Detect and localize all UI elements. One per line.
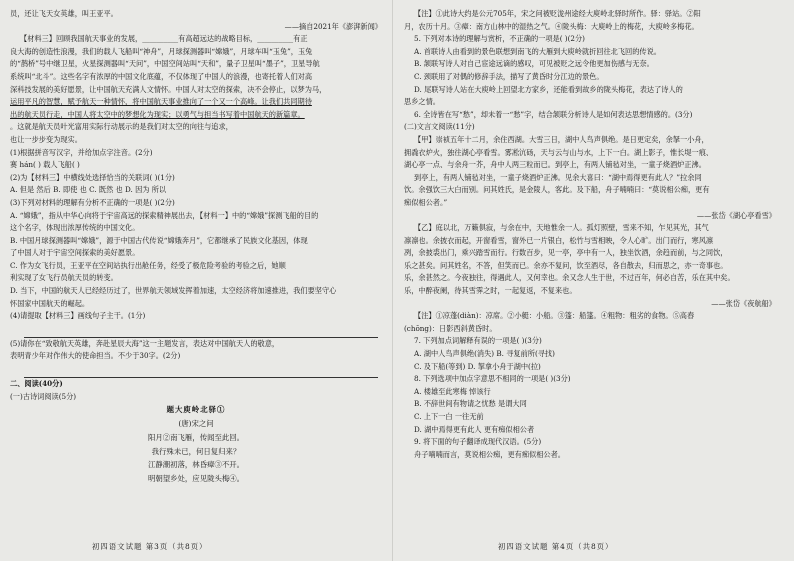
text-line: 8. 下列选项中加点字意思不相同的一项是( )(3分) (414, 374, 571, 384)
text-line: (5)请你在“致敬航天英雄，奔赴星辰大海”这一主题发言，表达对中国航天人的敬意， (10, 338, 280, 348)
text-line: 舟子喃喃而言，莫说相公痴，更有痴似相公者。 (414, 449, 565, 459)
text-line: 深科技发展的美好愿景，让中国航天充满人文情怀。中国人对太空的探索，决不会停止，以梦为马， (10, 84, 327, 94)
poem-title: 题大庾岭北驿① (166, 405, 226, 415)
text-line: 【甲】崇祯五年十二月，余住西湖。大雪三日，湖中人鸟声俱绝。是日更定矣，余拏一小舟， (414, 134, 709, 144)
text-line: 员，还让飞天女英雄，叫王亚平。 (10, 9, 118, 18)
text-line: 乐之甚矣。问其姓名，不答，但笑而已。余亦不复问，饮至酒尽，各自散去，归而思之，亦一奇事也。 (404, 260, 728, 270)
page-3-footer: 初四语文试题 第3页（共8页） (92, 542, 208, 551)
text-line: 表明青少年对作伟大的使命担当。不少于30字。(2分) (10, 351, 181, 361)
text-line: A. 湖中人鸟声俱绝(消失) B. 寻复前所(寻找) (414, 349, 555, 359)
text-line: D. 尾联写诗人站在大庾岭上回望北方家乡，还能看到故乡的陇头梅花，表达了诗人的 (414, 84, 683, 94)
text-line: 了中国人对于宇宙空间探索的美好愿景。 (10, 248, 140, 258)
page-3-text-upper (10, 8, 382, 403)
text-line: A. 楼雄至此寒梅 悼该行 (414, 386, 491, 396)
text-line: 9. 将下面的句子翻译成现代汉语。(5分) (414, 437, 542, 447)
answer-blank[interactable] (24, 328, 378, 338)
text-line: 运用平凡的智慧，赋予航天一种情怀，将中国航天事业推向了一个又一个高峰。让我们共同期待 (10, 97, 312, 107)
text-line: 到亭上，有两人铺毡对坐，一童子烧酒炉正沸。见余大喜曰：“湖中焉得更有此人？”拉余同 (414, 172, 702, 182)
text-line: 湖心亭一点、与余舟一芥，舟中人两三粒而已。到亭上，有两人铺毡对坐，一童子烧酒炉正沸。 (404, 160, 706, 170)
text-line: (chōng)：日影西斜黄昏时。 (404, 323, 497, 333)
text-line: 冽，余披裘出门，乘兴踏雪而行。行数百步，见一亭，亭中有一人，独坐饮酒，余趋而前，与之同饮， (404, 248, 728, 258)
text-line: 乐，余甚然之。今夜独往，得遇此人，又何幸也。余又念人生于世，不过百年，何必自苦，乐在其中矣。 (404, 273, 735, 283)
text-line: 这个名字，体现出浓厚传统的中国文化。 (10, 223, 140, 233)
text-line: 6. 全诗皆在写“愁”，却未着一“愁”字，结合颔联分析诗人是如何表达思想情感的。(3分) (414, 109, 693, 119)
text-line: 系统叫“北斗”。这些名字有浓厚的中国文化底蕴，不仅体现了中国人的浪漫，也寄托着人们对高 (10, 71, 313, 81)
text-line: B. 中国月球探测器叫“嫦娥”，源于中国古代传说“嫦娥奔月”，它都继承了民族文化基因，体现 (10, 235, 308, 245)
page-3 (10, 8, 382, 486)
text-line: C. 颈联用了对偶的修辞手法，描写了黄昏时分江边的景色。 (414, 71, 604, 81)
text-line: 利实现了女飞行员航天员的转变。 (10, 273, 118, 283)
text-line: 7. 下列加点词解释有误的一项是( )(3分) (414, 336, 542, 346)
text-line: (4)请提取【材料三】画线句子主干。(1分) (10, 311, 146, 321)
text-line: (一)古诗词阅读(5分) (10, 391, 77, 401)
poem-line: 明朝望乡处，应见陇头梅④。 (147, 474, 245, 484)
text-line: 【材料三】回顾我国航天事业的发展，__________有高超远达的战略目标，__________有正 (20, 34, 308, 44)
page-4 (404, 8, 776, 461)
text-line: B. 颔联写诗人对自己宦途远谪的感叹，可见被贬之远令他更加伤感与无奈。 (414, 59, 654, 69)
answer-blank[interactable] (24, 368, 378, 378)
text-line: 。这就是航天员叶光富用实际行动展示的是我们对太空的向往与追求， (10, 122, 233, 132)
section-heading: 二、阅读(40分) (10, 379, 63, 389)
text-line: D. 湖中焉得更有此人 更有痴似相公者 (414, 424, 535, 434)
text-line: 拥毳衣炉火，独往湖心亭看雪。雾凇沆砀，天与云与山与水，上下一白。湖上影子，惟长堤一痕、 (404, 147, 714, 157)
text-line: (2)为【材料三】中横线处选择恰当的关联词( )(1分) (10, 172, 175, 182)
text-line: C. 上下一白 一往无前 (414, 412, 484, 421)
text-line: B. 不辞世间有物请之忧愁 是谓大同 (414, 399, 527, 409)
source-citation: ——张岱《夜航船》 (711, 298, 776, 308)
text-line: 【注】①此诗大约是公元705年，宋之问被贬泷州途经大庾岭北驿时所作。驿：驿站。②阳 (414, 9, 701, 18)
poem-author: (唐)宋之问 (178, 419, 214, 429)
page-fold (392, 0, 393, 561)
poem-line: 我行殊未已，何日复归来？ (151, 446, 241, 456)
text-line: (3)下列对材料的理解有分析不正确的一项是( )(2分) (10, 197, 175, 207)
text-line: 月，农历十月。③瘴：南方山林中的湿热之气。④陇头梅：大庾岭上的梅花，大庾岭多梅花。 (404, 21, 699, 31)
source-citation: ——张岱《湖心亭看雪》 (696, 210, 776, 220)
poem-block (10, 403, 382, 486)
source-citation: ——摘自2021年《澎湃新闻》 (284, 21, 382, 31)
text-line: (二)文言文阅读(11分) (404, 122, 475, 132)
page-4-footer: 初四语文试题 第4页（共8页） (498, 542, 614, 551)
text-line: 痴似相公者。” (404, 197, 448, 207)
text-line: 也让一步步变为现实。 (10, 134, 82, 144)
text-line: 赛 hán( ) 载人飞船( ) (10, 160, 80, 170)
text-line: C. 及下船(等到) D. 挐拿小舟于湖中(拉) (414, 361, 541, 371)
text-line: 的“鹊桥”号中继卫星，火星探测器叫“天问”，中国空间站叫“天和”，量子卫星叫“墨子”，卫星导航 (10, 59, 320, 69)
text-line: C. 作为女飞行员，王亚平在空间站执行出舱任务，经受了极危险考验的考验之后，她顺 (10, 260, 286, 270)
text-line: A. 但是 然后 B. 即使 也 C. 既然 也 D. 因为 所以 (10, 185, 167, 195)
text-line: 出的航天员行走，中国人将太空中的梦想化为现实；以勇气与担当书写着中国航天的新篇章。 (10, 109, 305, 119)
text-line: 凛凛也。余披衣而起，开窗看雪，窗外已一片银白，松竹与雪相映，令人心旷。出门而行，寒风凛 (404, 235, 714, 245)
text-line: A. “嫦娥”，指从中华心向将于宇宙高远的探索精神展出去，【材料一】中的“嫦娥”探测飞船的目的 (10, 210, 319, 220)
text-line: A. 首联诗人由看到的景色联想到南飞的大雁到大庾岭就折回往北飞回的传说。 (414, 46, 661, 56)
text-line: (1)根据拼音写汉字，并给加点字注音。(2分) (10, 147, 153, 157)
text-line: 良大海的创造性浪漫，我们的载人飞船叫“神舟”，月球探测器叫“嫦娥”，月球车叫“玉兔”，玉兔 (10, 46, 313, 56)
text-line: 思乡之情。 (404, 97, 440, 107)
text-line: 【乙】庭以北，万籁俱寂，与余在中，天地惟余一人。孤灯照壁，雪来不知，乍见其光，其气 (414, 223, 709, 233)
text-line: D. 当下，中国的航天人已经经历过了，世界航天领域发挥着加速，太空经济将加速推进，我们要坚守心 (10, 286, 337, 296)
text-line: 【注】①凉蓬(diàn)：凉席。②小艇：小船。③篷：船篷。④粗物：粗劣的食物。⑤高舂 (414, 311, 695, 321)
page-4-text (404, 8, 776, 461)
poem-line: 阳月②南飞雁，传闻至此回。 (147, 432, 245, 442)
poem-line: 江静潮初落，林昏瘴③不开。 (147, 460, 245, 470)
text-line: 5. 下列对本诗的理解与赏析，不正确的一项是( )(2分) (414, 34, 585, 44)
text-line: 怀国家中国航天的崛起。 (10, 298, 90, 308)
text-line: 乐，中醉夜阑，待其雪霁之时，一起复返，不复来也。 (404, 286, 577, 296)
text-line: 饮。余强饮三大白而别。问其姓氏，是金陵人，客此。及下船，舟子喃喃曰：“莫说相公痴，更有 (404, 185, 710, 195)
